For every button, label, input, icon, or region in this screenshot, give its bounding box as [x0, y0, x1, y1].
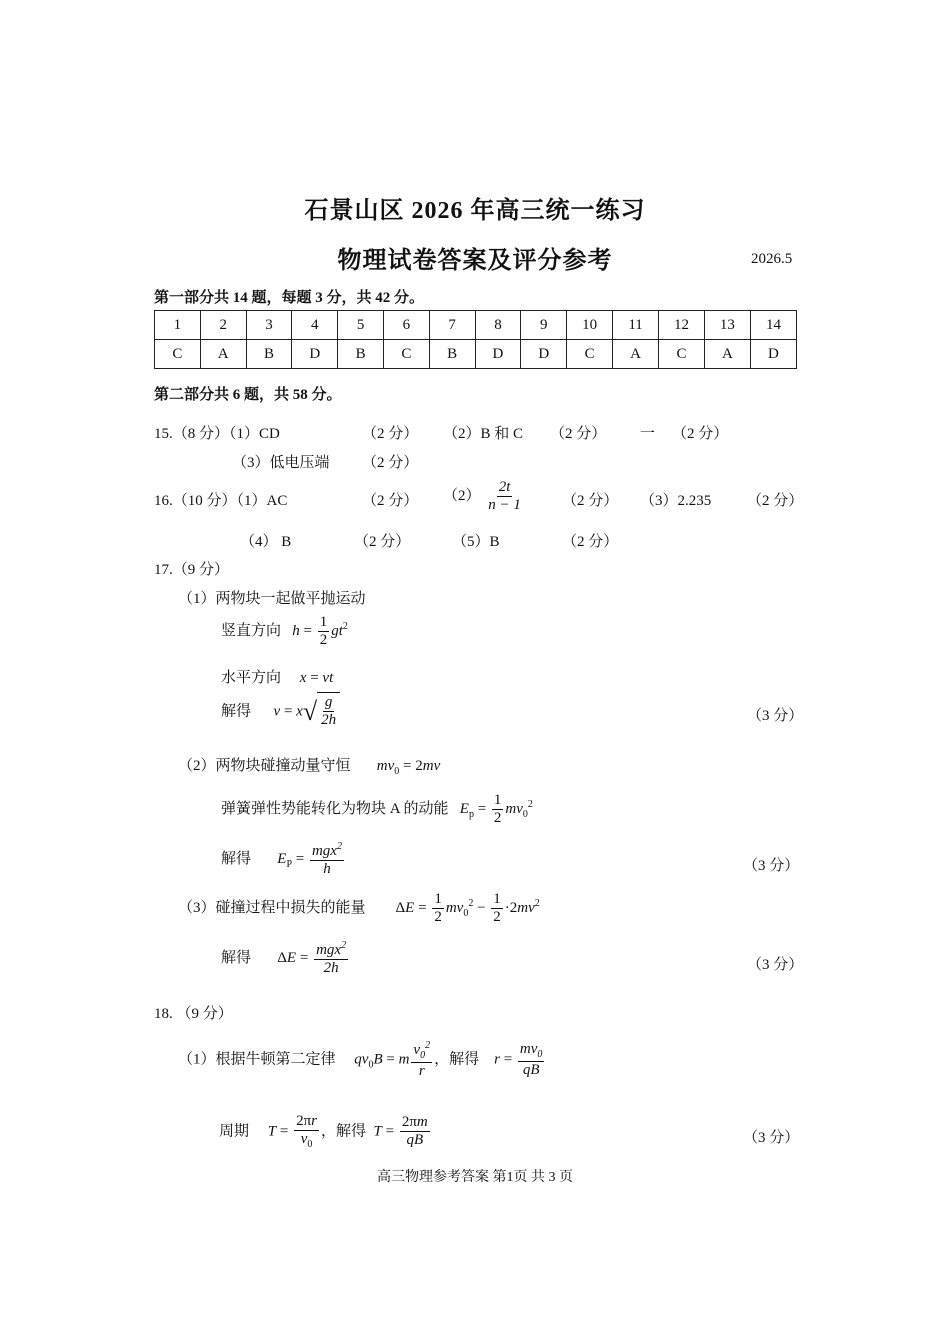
- table-cell: 4: [292, 311, 338, 340]
- table-cell: 2: [200, 311, 246, 340]
- table-cell: 5: [338, 311, 384, 340]
- q17-score-2: （3 分）: [743, 858, 800, 874]
- q16-answer-2: [443, 479, 525, 515]
- page-footer: 高三物理参考答案 第1页 共 3 页: [377, 1170, 573, 1185]
- q18-label: 18. （9 分）: [154, 1006, 233, 1022]
- q15-answer-2: （2）B 和 C: [443, 426, 524, 442]
- q17-score-3: （3 分）: [747, 957, 804, 973]
- momentum-label: （2）两物块碰撞动量守恒: [178, 758, 351, 774]
- q15-score: （2 分）: [362, 426, 419, 442]
- q15-answer-3: （3）低电压端: [232, 455, 330, 471]
- q18-score-1: （3 分）: [743, 1130, 800, 1146]
- q16-score: （2 分）: [562, 534, 619, 550]
- q16-label: 16.（10 分）（1）AC: [154, 493, 288, 509]
- denominator: n − 1: [488, 497, 521, 514]
- period-label: 周期: [219, 1123, 250, 1140]
- q18-period-eq: 周期 T = $\frac{2\pi r}{v_0}$ ，解得 T = $\frac{2\pi m}{qB}$: [219, 1113, 428, 1151]
- solve-label: 解得: [221, 703, 252, 720]
- table-cell: 9: [521, 311, 567, 340]
- vertical-label: 竖直方向: [221, 623, 282, 640]
- table-cell: C: [659, 340, 705, 369]
- exam-title: 石景山区 2026 年高三统一练习: [304, 198, 646, 224]
- q16-part2-label: （2）: [443, 488, 481, 505]
- part2-heading: 第二部分共 6 题，共 58 分。: [154, 387, 342, 403]
- table-cell: A: [200, 340, 246, 369]
- table-cell: D: [292, 340, 338, 369]
- table-cell: 10: [567, 311, 613, 340]
- table-cell: D: [475, 340, 521, 369]
- answer-table: [154, 310, 797, 369]
- table-cell: B: [429, 340, 475, 369]
- q16-answer-4: （4） B: [240, 534, 292, 550]
- q16-answer-5: （5）B: [452, 534, 500, 550]
- q17-vertical-eq: 竖直方向 h = $\frac{1}{2}$ $gt^2$: [221, 614, 348, 649]
- table-cell: A: [613, 340, 659, 369]
- fraction: [486, 479, 523, 515]
- table-cell: C: [383, 340, 429, 369]
- table-cell: 8: [475, 311, 521, 340]
- table-cell: C: [567, 340, 613, 369]
- table-cell: A: [704, 340, 750, 369]
- q16-score: （2 分）: [562, 493, 619, 509]
- q17-part1: （1）两物块一起做平抛运动: [178, 591, 366, 607]
- solve-connector: ，解得: [321, 1123, 367, 1140]
- q17-solve2-eq: 解得 $E_P$ = $\frac{mgx^2}{h}$: [221, 841, 342, 878]
- q17-solve3-eq: 解得 ΔE = $\frac{mgx^2}{2h}$: [221, 940, 347, 977]
- table-cell: B: [338, 340, 384, 369]
- q16-score: （2 分）: [362, 493, 419, 509]
- answer-row: [155, 340, 797, 369]
- table-cell: 13: [704, 311, 750, 340]
- table-cell: 11: [613, 311, 659, 340]
- q17-score-1: （3 分）: [747, 708, 804, 724]
- answer-key-title: 物理试卷答案及评分参考: [337, 248, 613, 274]
- solve-connector: ，解得: [434, 1051, 480, 1068]
- exam-date: 2026.5: [751, 251, 793, 267]
- q17-energy-eq: 弹簧弹性势能转化为物块 A 的动能 $E_p$ = $\frac{1}{2}$ $mv_0^2$: [221, 792, 533, 827]
- q16-answer-3: （3）2.235: [640, 493, 712, 509]
- q15-answer-2b: 一: [640, 426, 656, 442]
- q17-part2: （2）两物块碰撞动量守恒 $mv_0 = 2mv$: [178, 758, 441, 777]
- table-cell: D: [750, 340, 796, 369]
- table-cell: 6: [383, 311, 429, 340]
- q16-score: （2 分）: [747, 493, 804, 509]
- table-cell: D: [521, 340, 567, 369]
- part1-heading: 第一部分共 14 题，每题 3 分，共 42 分。: [154, 290, 425, 306]
- table-cell: 7: [429, 311, 475, 340]
- horizontal-label: 水平方向: [221, 670, 282, 686]
- q17-solve1-eq: 解得 v = x √ $\frac{g}{2h}$: [221, 692, 340, 732]
- q15-label: 15.（8 分）（1）CD: [154, 426, 280, 442]
- q15-score: （2 分）: [362, 455, 419, 471]
- table-cell: B: [246, 340, 292, 369]
- q17-label: 17.（9 分）: [154, 562, 230, 578]
- table-cell: 3: [246, 311, 292, 340]
- q17-horizontal-eq: 水平方向 x = vt: [221, 670, 334, 686]
- q18-part1-eq: （1）根据牛顿第二定律 $qv_0B = m$ $\frac{v_0^2}{r}$ ，解得 r = $\frac{mv_0}{qB}$: [178, 1040, 543, 1079]
- table-cell: 12: [659, 311, 705, 340]
- q16-score: （2 分）: [354, 534, 411, 550]
- q15-score: （2 分）: [672, 426, 729, 442]
- q17-part3: （3）碰撞过程中损失的能量 ΔE = $\frac{1}{2}$ $mv_0^2$ − $\frac{1}{2}$ $\cdot 2mv^2$: [178, 891, 540, 926]
- newton-label: （1）根据牛顿第二定律: [178, 1051, 336, 1068]
- numerator: 2t: [497, 479, 513, 497]
- table-cell: 14: [750, 311, 796, 340]
- question-number-row: [155, 311, 797, 340]
- energy-loss-label: （3）碰撞过程中损失的能量: [178, 900, 366, 917]
- fraction: $\frac{1}{2}$: [319, 614, 328, 649]
- table-cell: C: [155, 340, 201, 369]
- solve-label: 解得: [221, 950, 252, 967]
- table-cell: 1: [155, 311, 201, 340]
- solve-label: 解得: [221, 851, 252, 868]
- q15-score: （2 分）: [550, 426, 607, 442]
- spring-label: 弹簧弹性势能转化为物块 A 的动能: [221, 801, 449, 818]
